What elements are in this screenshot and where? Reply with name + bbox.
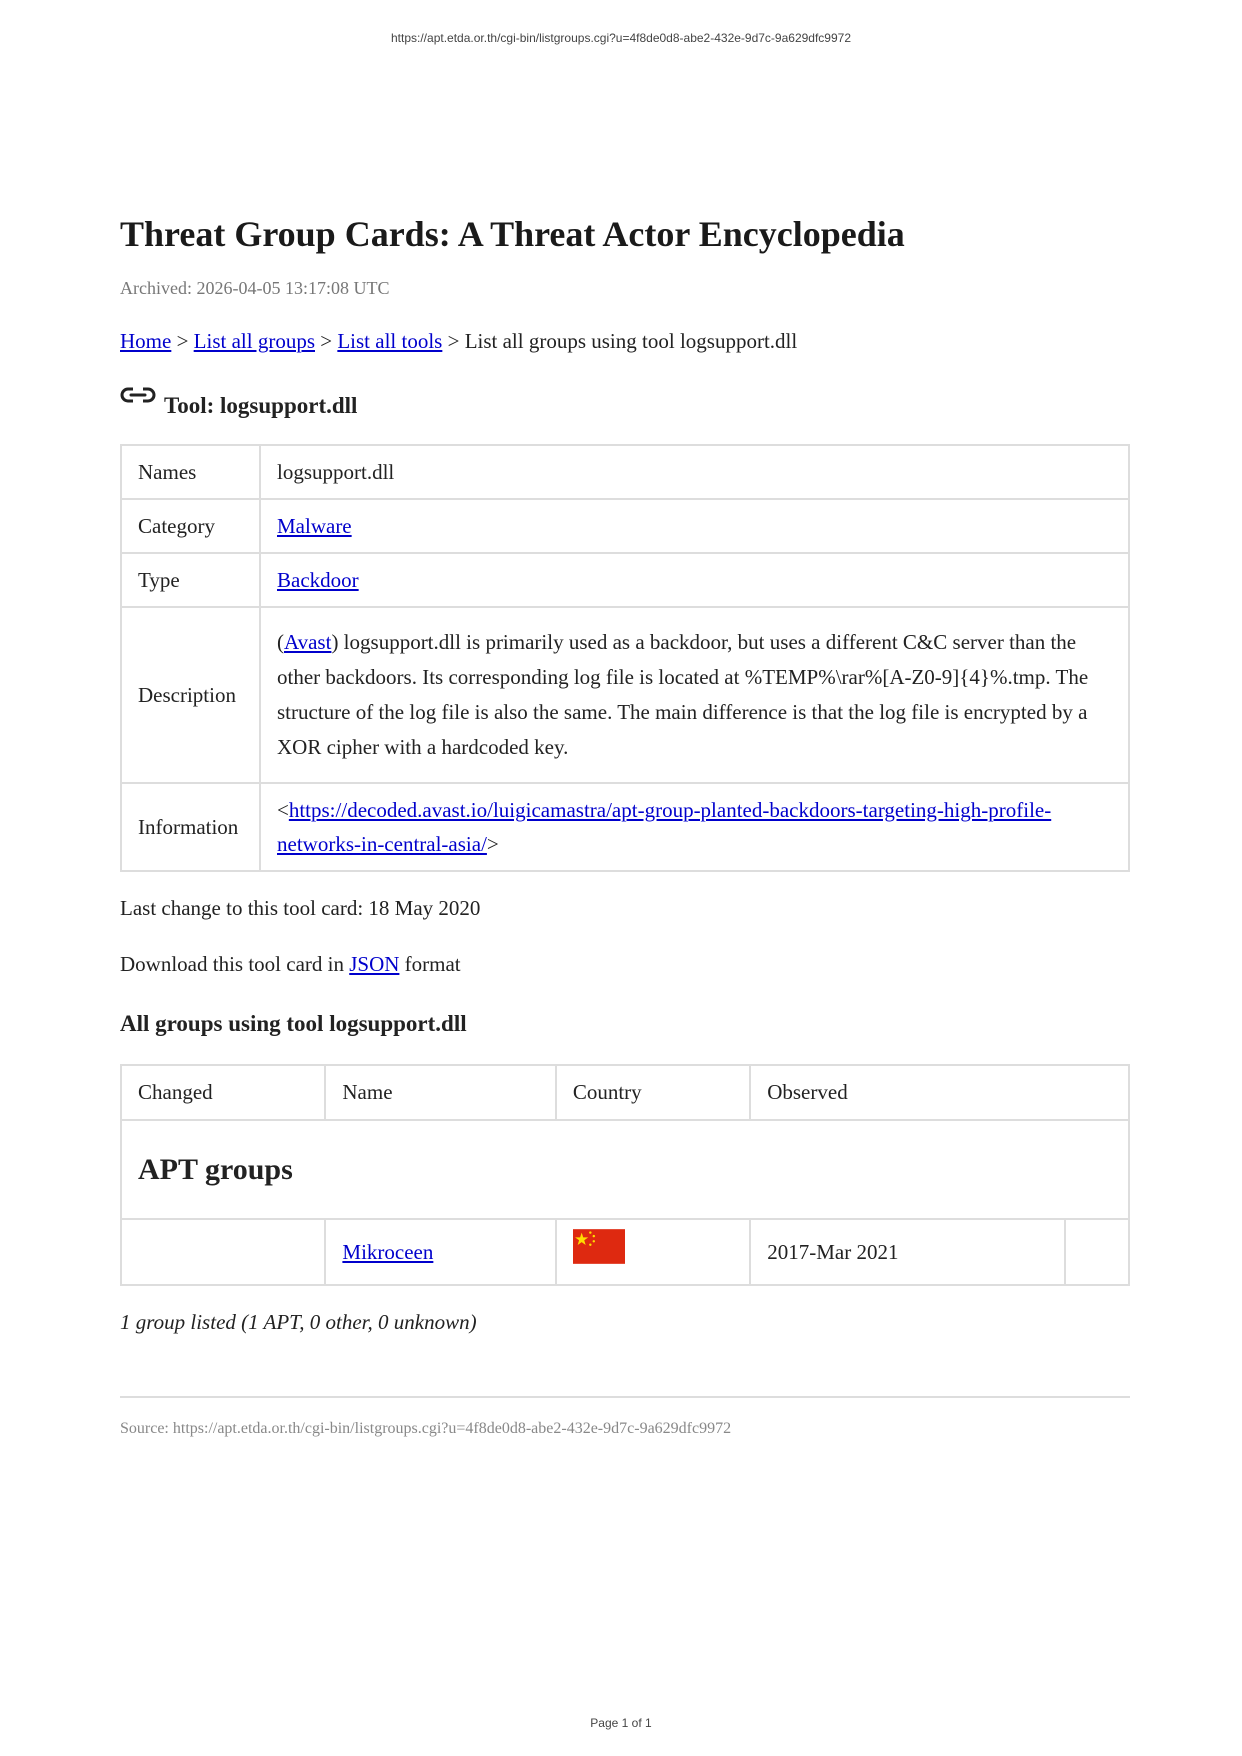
breadcrumb (120, 327, 1130, 355)
table-row (121, 553, 1129, 607)
table-row (121, 607, 1129, 783)
name-cell (325, 1219, 555, 1285)
source-url: Source: https://apt.etda.or.th/cgi-bin/listgroups.cgi?u=4f8de0d8-abe2-432e-9d7c-9a629dfc9972 (120, 1420, 732, 1437)
tool-details-table (120, 444, 1130, 872)
page-title: Threat Group Cards: A Threat Actor Encyclopedia (120, 214, 905, 254)
type-link[interactable]: Backdoor (277, 567, 359, 592)
table-row (121, 499, 1129, 553)
column-header-observed: Observed (750, 1065, 1129, 1120)
names-value: logsupport.dll (260, 445, 1129, 499)
breadcrumb-separator: > (447, 329, 460, 353)
information-link[interactable]: https://decoded.avast.io/luigicamastra/apt-group-planted-backdoors-targeting-high-profile-networks-in-central-asia/ (277, 798, 1052, 856)
information-label: Information (121, 783, 260, 871)
changed-cell (121, 1219, 325, 1285)
json-download-link[interactable]: JSON (349, 952, 400, 976)
download-line (120, 950, 1130, 978)
table-row (121, 445, 1129, 499)
groups-table (120, 1064, 1130, 1286)
breadcrumb-separator: > (320, 329, 333, 353)
category-link[interactable]: Malware (277, 513, 352, 538)
breadcrumb-separator: > (176, 329, 189, 353)
avast-source-link[interactable]: Avast (284, 630, 332, 654)
table-row (121, 1219, 1129, 1285)
page-number: Page 1 of 1 (590, 1716, 652, 1730)
breadcrumb-list-groups-link[interactable]: List all groups (193, 329, 315, 353)
tool-heading (120, 391, 1130, 421)
column-header-changed: Changed (121, 1065, 325, 1120)
apt-groups-section-title: APT groups (121, 1120, 1129, 1219)
observed-cell: 2017-Mar 2021 (750, 1219, 1065, 1285)
breadcrumb-current: List all groups using tool logsupport.dll (464, 329, 798, 353)
information-lt: < (277, 798, 289, 822)
groups-summary: 1 group listed (1 APT, 0 other, 0 unknown) (120, 1310, 477, 1334)
type-label: Type (121, 553, 260, 607)
last-change-text: Last change to this tool card: 18 May 2020 (120, 896, 481, 920)
download-suffix: format (399, 952, 461, 976)
information-cell (260, 783, 1129, 871)
description-label: Description (121, 607, 260, 783)
tool-heading-text: Tool: logsupport.dll (164, 393, 358, 418)
column-header-name: Name (325, 1065, 555, 1120)
section-row (121, 1120, 1129, 1219)
names-label: Names (121, 445, 260, 499)
page-content (120, 210, 1130, 1440)
china-flag-icon (573, 1229, 625, 1264)
table-row (121, 783, 1129, 871)
download-prefix: Download this tool card in (120, 952, 350, 976)
description-cell (260, 607, 1129, 783)
breadcrumb-list-tools-link[interactable]: List all tools (337, 329, 443, 353)
table-header-row (121, 1065, 1129, 1120)
divider (120, 1396, 1130, 1398)
breadcrumb-home-link[interactable]: Home (120, 329, 172, 353)
print-header-url: https://apt.etda.or.th/cgi-bin/listgroups.cgi?u=4f8de0d8-abe2-432e-9d7c-9a629dfc9972 (391, 31, 851, 45)
link-icon (120, 383, 156, 407)
archived-timestamp: Archived: 2026-04-05 13:17:08 UTC (120, 278, 390, 298)
country-cell (556, 1219, 750, 1285)
empty-cell (1065, 1219, 1129, 1285)
description-text: ) logsupport.dll is primarily used as a backdoor, but uses a different C&C server than the other backdoors. Its corresponding log file is located at %TEMP%\rar%[A-Z0-9]{4}%.tmp. The structure of the log file is also the same. The main difference is that the log file is encrypted by a XOR cipher with a hardcoded key. (277, 630, 1089, 759)
groups-heading: All groups using tool logsupport.dll (120, 1011, 467, 1036)
description-open-paren: ( (277, 630, 284, 654)
category-cell (260, 499, 1129, 553)
group-link-mikroceen[interactable]: Mikroceen (342, 1239, 434, 1264)
category-label: Category (121, 499, 260, 553)
type-cell (260, 553, 1129, 607)
information-gt: > (486, 832, 499, 856)
column-header-country: Country (556, 1065, 750, 1120)
